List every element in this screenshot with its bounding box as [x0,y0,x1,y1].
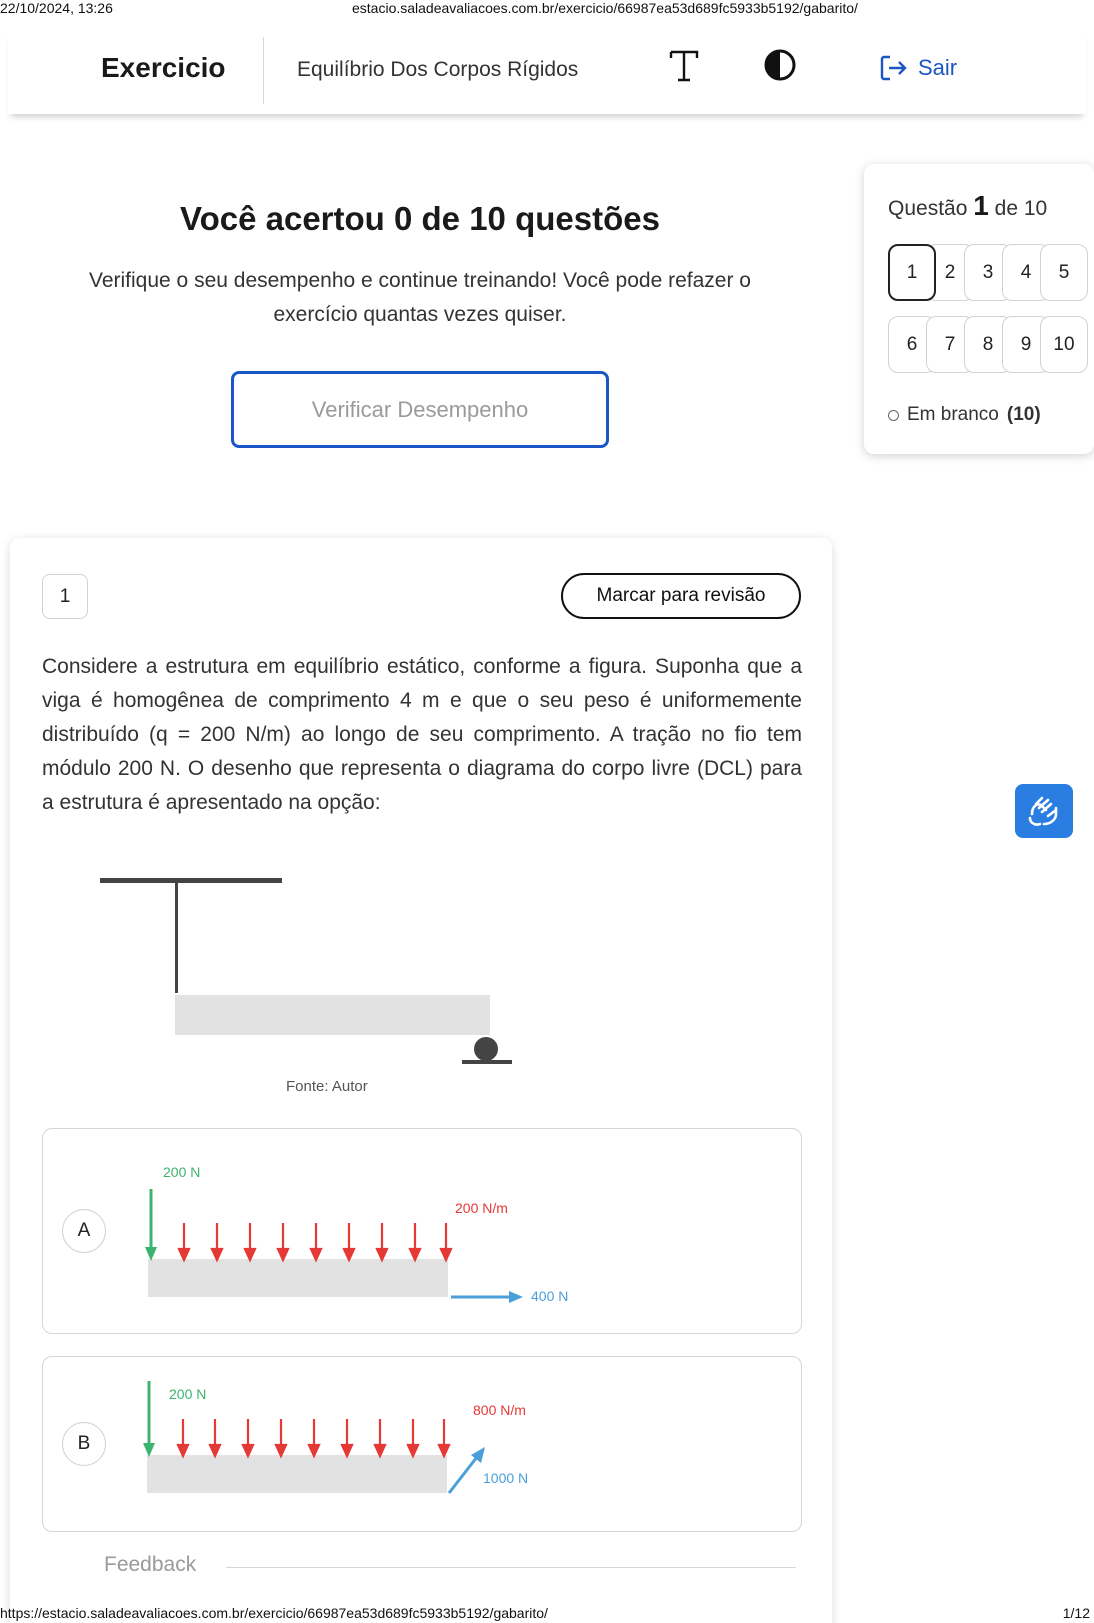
figure-caption: Fonte: Autor [286,1078,368,1095]
top-bar [8,30,1086,114]
question-card [10,538,832,1623]
brand-title: Exercicio [101,52,226,83]
logout-label: Sair [918,55,958,80]
option-b[interactable] [42,1356,802,1532]
question-button-9[interactable]: 9 [1002,316,1050,373]
question-button-3[interactable]: 3 [964,244,1012,301]
question-button-5[interactable]: 5 [1040,244,1088,301]
feedback-label: Feedback [104,1553,206,1577]
contrast-icon[interactable] [763,48,797,82]
blank-dot-icon [888,410,899,421]
question-button-7[interactable]: 7 [926,316,974,373]
question-button-8[interactable]: 8 [964,316,1012,373]
print-datetime: 22/10/2024, 13:26 [0,0,113,16]
question-button-10[interactable]: 10 [1040,316,1088,373]
option-b-force-right: 1000 N [483,1470,529,1486]
option-a-force-right: 400 N [531,1288,569,1304]
option-b-force-left: 200 N [169,1386,207,1402]
result-message: Verifique o seu desempenho e continue treinando! Você pode refazer o exercício quantas vezes quiser. [89,269,751,326]
question-button-2[interactable]: 2 [926,244,974,301]
question-text: Considere a estrutura em equilíbrio estático, conforme a figura. Suponha que a viga é homogênea de comprimento 4 m e que o seu peso é uniformemente distribuído (q = 200 N/m) ao longo de seu comprimento. A tração no fio tem módulo 200 N. O desenho que representa o diagrama do corpo livre (DCL) para a estrutura é apresentado na opção: [42,655,802,814]
option-letter: B [62,1422,106,1466]
mark-for-review-button[interactable]: Marcar para revisão [561,573,801,619]
question-button-6[interactable]: 6 [888,316,936,373]
navigator-row-2 [888,316,1078,373]
print-footer-url: https://estacio.saladeavaliacoes.com.br/exercicio/66987ea53d689fc5933b5192/gabarito/ [0,1605,548,1621]
subject-title: Equilíbrio Dos Corpos Rígidos [297,58,579,81]
verify-performance-button[interactable]: Verificar Desempenho [231,371,609,448]
navigator-label-prefix: Questão [888,197,968,220]
logout-button[interactable] [878,52,957,84]
question-button-1[interactable]: 1 [888,244,936,301]
structure-figure [100,878,540,1108]
navigator-label-suffix: de 10 [994,197,1048,220]
result-title: Você acertou 0 de 10 questões [180,200,660,237]
result-summary [40,200,800,332]
question-navigator [864,164,1094,454]
print-url: estacio.saladeavaliacoes.com.br/exercicio/66987ea53d689fc5933b5192/gabarito/ [352,0,858,16]
option-a[interactable] [42,1128,802,1334]
logout-icon [878,53,908,83]
structure-diagram [100,878,540,1078]
feedback-divider [226,1567,796,1568]
header-divider [263,37,264,104]
blank-counter [888,404,1041,426]
print-page-number: 1/12 [1062,1605,1090,1621]
sign-language-button[interactable] [1015,784,1073,838]
sign-language-icon [1026,794,1062,828]
navigator-heading [888,190,1047,222]
question-button-4[interactable]: 4 [1002,244,1050,301]
question-number: 1 [42,574,88,619]
blank-label: Em branco [907,404,999,425]
navigator-current: 1 [973,190,989,221]
print-footer [0,1603,1094,1623]
blank-count: (10) [1006,404,1041,425]
option-letter: A [62,1209,106,1253]
navigator-row-1 [888,244,1078,301]
option-a-force-left: 200 N [163,1164,201,1180]
option-a-diagram [133,1129,633,1335]
option-a-load: 200 N/m [455,1200,508,1216]
option-b-diagram [133,1357,633,1533]
option-b-load: 800 N/m [473,1402,526,1418]
print-header [0,0,1094,16]
font-size-icon[interactable] [668,48,700,84]
